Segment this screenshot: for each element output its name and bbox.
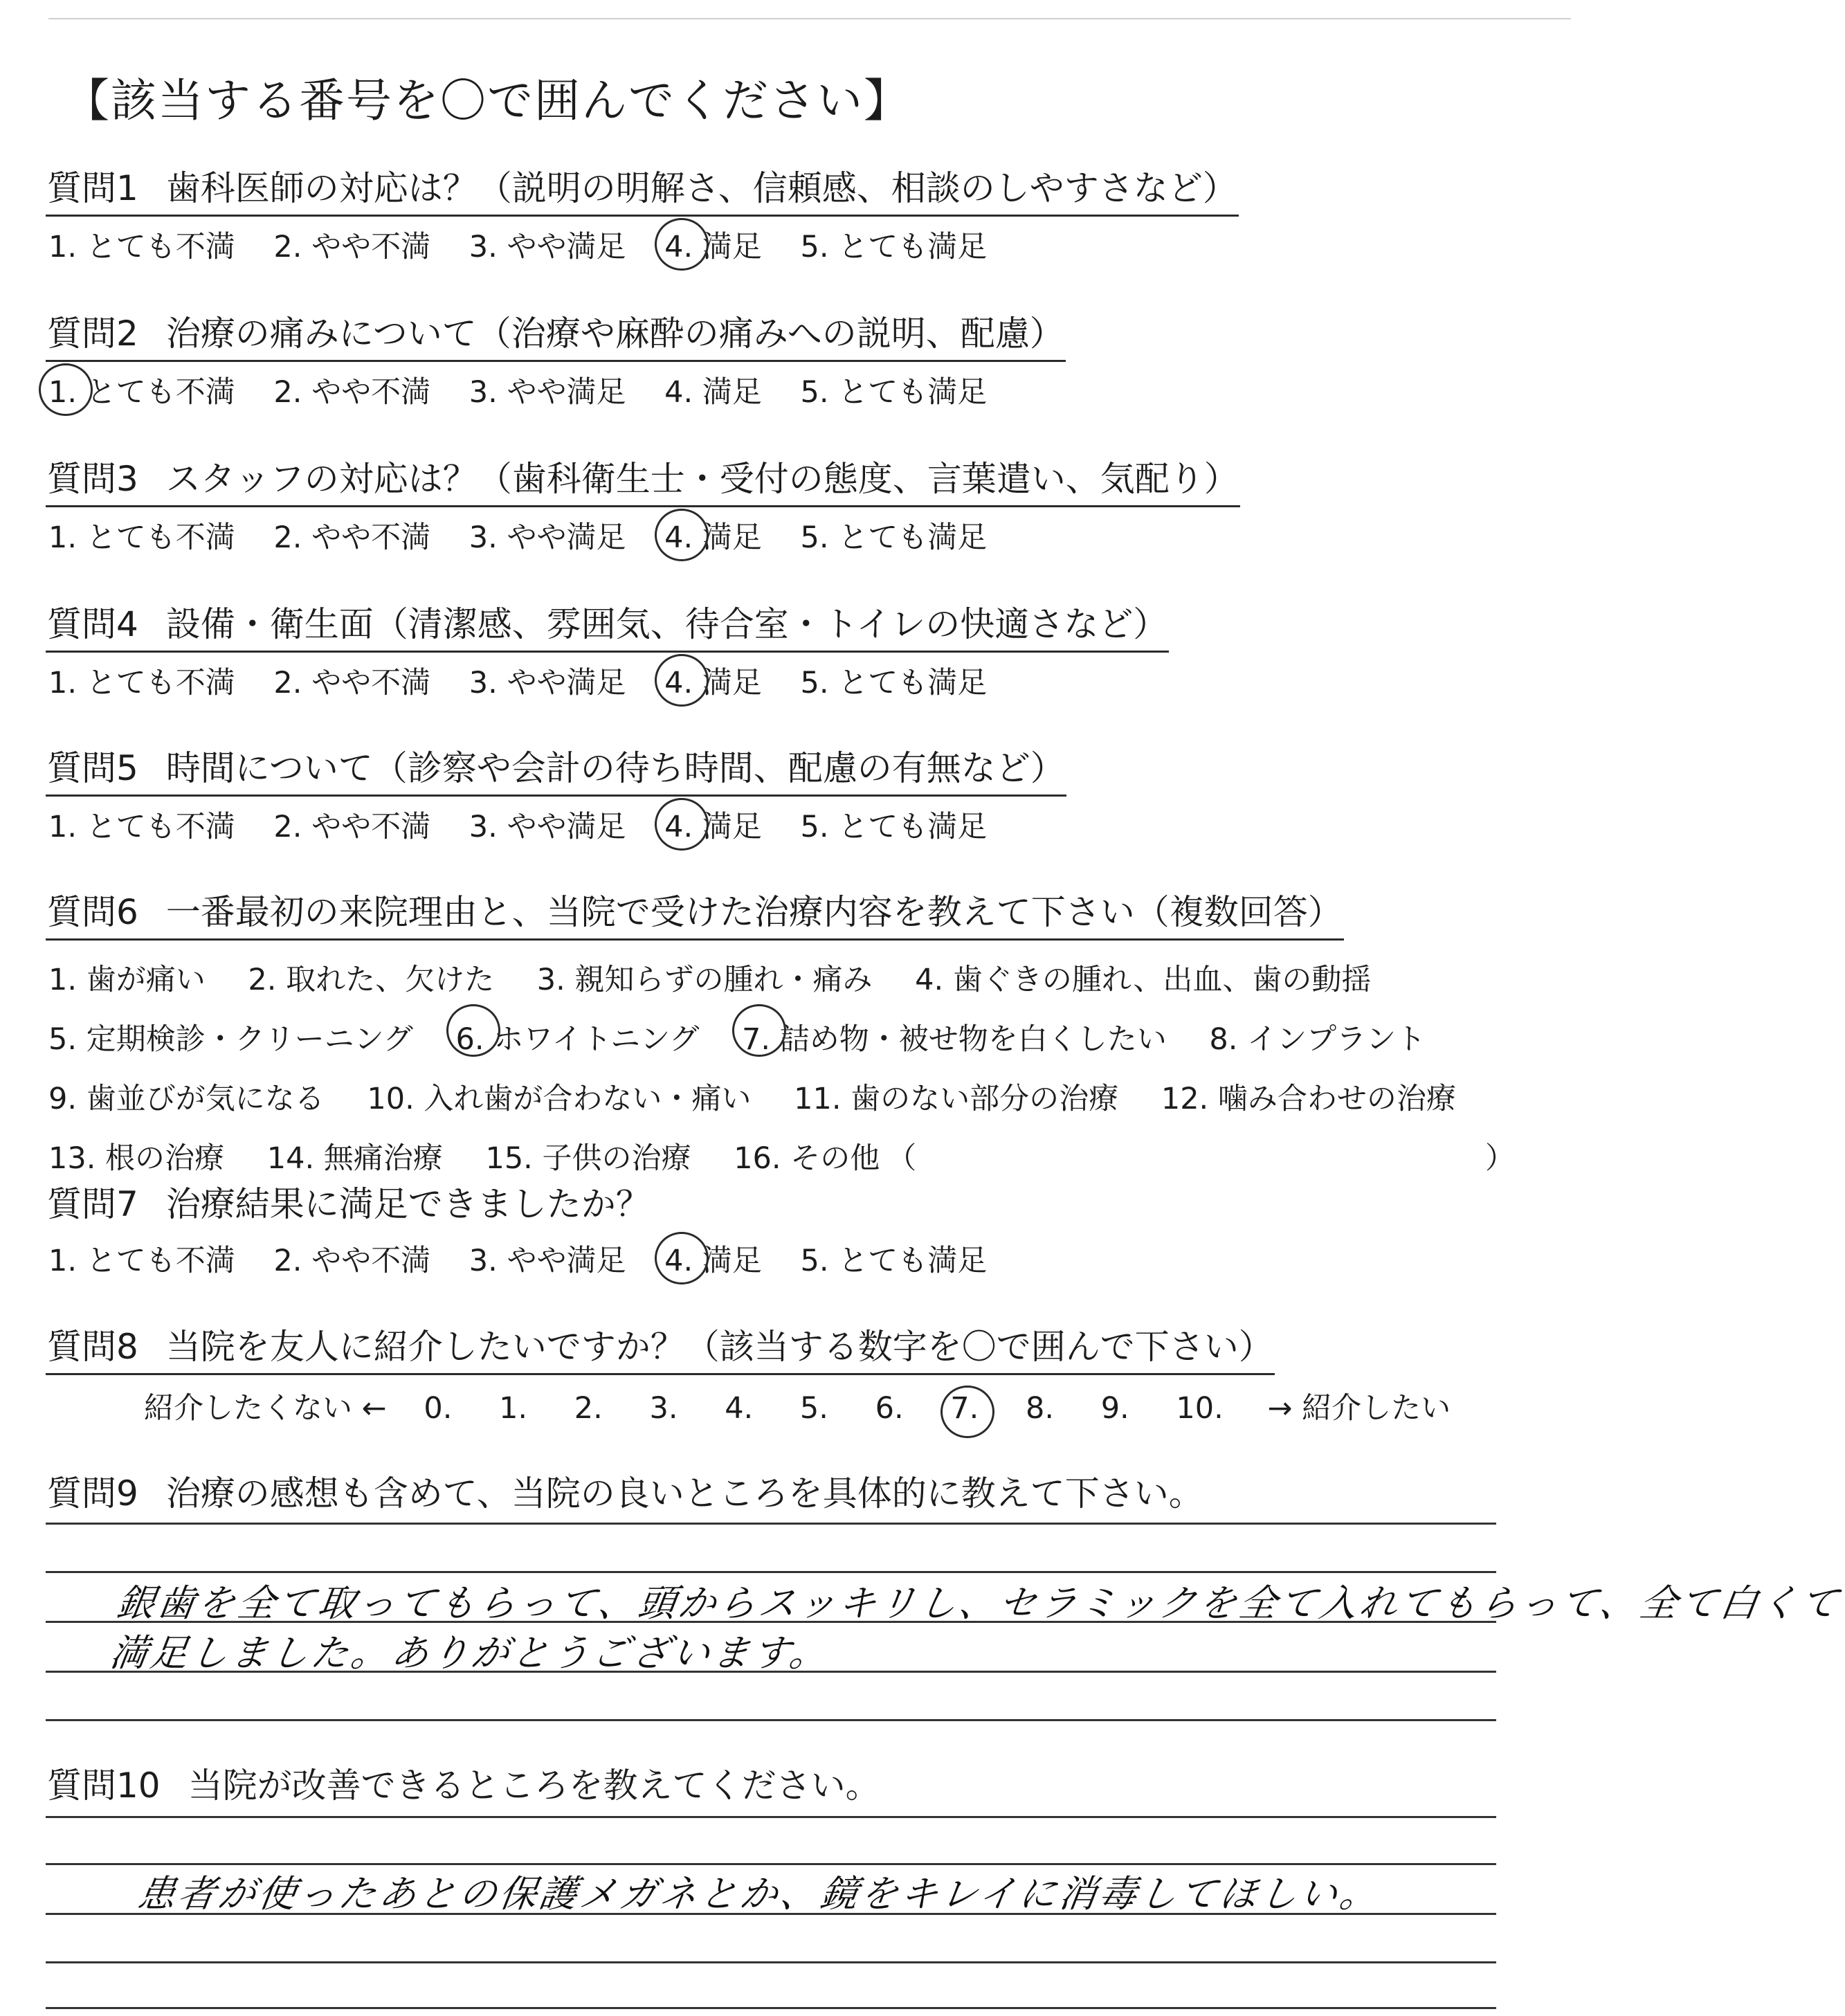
option-5[interactable]: 5. とても満足 xyxy=(800,810,988,844)
question-10-title xyxy=(46,1758,882,1812)
scale-low-label: 紹介したくない ← xyxy=(144,1391,387,1426)
option-4-circled[interactable]: 4. 満足 xyxy=(662,224,765,266)
question-label: 質問10 xyxy=(47,1765,161,1806)
question-7-title xyxy=(46,1177,652,1231)
scale-10[interactable]: 10. xyxy=(1176,1391,1224,1426)
option-1-circled[interactable]: 1. とても不満 xyxy=(46,369,238,411)
option-5[interactable]: 5. とても満足 xyxy=(800,520,988,555)
question-4 xyxy=(46,597,1169,702)
question-text: 治療結果に満足できましたか？ xyxy=(165,1184,651,1224)
question-4-title xyxy=(46,597,1169,653)
reason-option-15[interactable]: 15. 子供の治療 xyxy=(485,1141,691,1176)
question-5-options xyxy=(46,803,1066,846)
question-10 xyxy=(46,1758,882,1812)
other-paren-close: ） xyxy=(1485,1141,1515,1176)
question-label: 質問2 xyxy=(47,314,138,354)
question-label: 質問1 xyxy=(47,168,138,208)
question-label: 質問6 xyxy=(47,892,138,932)
question-1 xyxy=(46,161,1239,266)
reason-option-9[interactable]: 9. 歯並びが気になる xyxy=(48,1082,325,1116)
question-3 xyxy=(46,451,1240,556)
answer-line xyxy=(46,1571,1496,1573)
question-6-options xyxy=(46,950,1515,1188)
reason-option-14[interactable]: 14. 無痛治療 xyxy=(266,1141,443,1176)
option-2[interactable]: 2. やや不満 xyxy=(273,230,431,264)
other-label: 16. その他 xyxy=(734,1141,880,1176)
scale-6[interactable]: 6. xyxy=(875,1391,904,1426)
question-1-options xyxy=(46,224,1239,266)
question-6 xyxy=(46,884,1515,1188)
option-4[interactable]: 4. 満足 xyxy=(664,375,762,410)
reason-option-4[interactable]: 4. 歯ぐきの腫れ、出血、歯の動揺 xyxy=(915,963,1372,997)
question-2-options xyxy=(46,369,1066,411)
option-4-circled[interactable]: 4. 満足 xyxy=(662,803,765,846)
question-5-title xyxy=(46,741,1066,797)
form-heading: 【該当する番号を〇で囲んでください】 xyxy=(64,74,911,127)
option-3[interactable]: 3. やや満足 xyxy=(469,810,626,844)
question-text: 当院を友人に紹介したいですか？（該当する数字を〇で囲んで下さい） xyxy=(165,1327,1273,1367)
question-7 xyxy=(46,1177,1013,1280)
options-row-2 xyxy=(46,1010,1487,1069)
scale-1[interactable]: 1. xyxy=(499,1391,528,1426)
question-label: 質問5 xyxy=(47,748,138,788)
scale-0[interactable]: 0. xyxy=(424,1391,453,1426)
question-label: 質問8 xyxy=(47,1327,138,1367)
option-2[interactable]: 2. やや不満 xyxy=(273,810,431,844)
question-7-options xyxy=(46,1237,1013,1280)
option-2[interactable]: 2. やや不満 xyxy=(273,1244,431,1278)
option-3[interactable]: 3. やや満足 xyxy=(469,666,626,700)
question-2 xyxy=(46,306,1066,411)
option-1[interactable]: 1. とても不満 xyxy=(48,520,235,555)
question-text: 一番最初の来院理由と、当院で受けた治療内容を教えて下さい（複数回答） xyxy=(165,892,1343,932)
scale-2[interactable]: 2. xyxy=(574,1391,603,1426)
option-1[interactable]: 1. とても不満 xyxy=(48,230,235,264)
question-text: 治療の感想も含めて、当院の良いところを具体的に教えて下さい。 xyxy=(165,1473,1203,1514)
question-text: 時間について（診察や会計の待ち時間、配慮の有無など） xyxy=(165,748,1065,788)
option-3[interactable]: 3. やや満足 xyxy=(469,520,626,555)
q9-handwritten-answer-line-1[interactable]: 銀歯を全て取ってもらって、頭からスッキリし、セラミックを全て入れてもらって、全て白くて xyxy=(114,1581,1844,1625)
option-4-circled[interactable]: 4. 満足 xyxy=(662,660,765,702)
option-3[interactable]: 3. やや満足 xyxy=(469,375,626,410)
option-5[interactable]: 5. とても満足 xyxy=(800,230,988,264)
answer-line xyxy=(46,1816,1496,1818)
option-5[interactable]: 5. とても満足 xyxy=(800,375,988,410)
scale-8[interactable]: 8. xyxy=(1026,1391,1055,1426)
reason-option-11[interactable]: 11. 歯のない部分の治療 xyxy=(794,1082,1119,1116)
q10-handwritten-answer[interactable]: 患者が使ったあとの保護メガネとか、鏡をキレイに消毒してほしい。 xyxy=(135,1872,1383,1916)
scale-9[interactable]: 9. xyxy=(1100,1391,1129,1426)
option-5[interactable]: 5. とても満足 xyxy=(800,666,988,700)
scale-5[interactable]: 5. xyxy=(799,1391,828,1426)
option-2[interactable]: 2. やや不満 xyxy=(273,666,431,700)
scale-4[interactable]: 4. xyxy=(725,1391,754,1426)
question-3-options xyxy=(46,514,1240,556)
reason-option-13[interactable]: 13. 根の治療 xyxy=(48,1141,225,1176)
option-4-circled[interactable]: 4. 満足 xyxy=(662,1237,765,1280)
option-3[interactable]: 3. やや満足 xyxy=(469,230,626,264)
option-5[interactable]: 5. とても満足 xyxy=(800,1244,988,1278)
question-text: 当院が改善できるところを教えてください。 xyxy=(188,1765,880,1806)
question-text: 設備・衛生面（清潔感、雰囲気、待合室・トイレの快適さなど） xyxy=(165,604,1168,644)
scale-7-circled[interactable]: 7. xyxy=(947,1391,981,1426)
answer-line xyxy=(46,1719,1496,1721)
reason-option-5[interactable]: 5. 定期検診・クリーニング xyxy=(48,1022,413,1057)
page-edge-line xyxy=(48,18,1571,19)
reason-option-7-circled[interactable]: 7. 詰め物・被せ物を白くしたい xyxy=(739,1010,1170,1069)
reason-option-8[interactable]: 8. インプラント xyxy=(1209,1022,1426,1057)
other-paren-open: （ xyxy=(887,1141,917,1176)
reason-option-12[interactable]: 12. 噛み合わせの治療 xyxy=(1161,1082,1456,1116)
question-9 xyxy=(46,1466,1205,1520)
options-row-3 xyxy=(46,1069,1487,1129)
question-6-title xyxy=(46,884,1344,941)
scale-high-label: → 紹介したい xyxy=(1267,1391,1451,1426)
options-row-1 xyxy=(46,950,1487,1010)
scale-3[interactable]: 3. xyxy=(649,1391,678,1426)
question-8-title xyxy=(46,1319,1275,1375)
answer-line xyxy=(46,1523,1496,1525)
question-text: スタッフの対応は？（歯科衛生士・受付の態度、言葉遣い、気配り） xyxy=(165,459,1239,499)
question-2-title xyxy=(46,306,1066,362)
reason-option-6-circled[interactable]: 6. ホワイトニング xyxy=(453,1010,702,1069)
reason-option-10[interactable]: 10. 入れ歯が合わない・痛い xyxy=(367,1082,752,1116)
option-1[interactable]: 1. とても不満 xyxy=(48,810,235,844)
reason-option-1[interactable]: 1. 歯が痛い xyxy=(48,963,206,997)
question-1-title xyxy=(46,161,1239,217)
question-9-title xyxy=(46,1466,1205,1520)
question-5 xyxy=(46,741,1066,846)
answer-line xyxy=(46,1961,1496,1963)
question-8 xyxy=(46,1319,1475,1427)
option-1[interactable]: 1. とても不満 xyxy=(48,666,235,700)
option-2[interactable]: 2. やや不満 xyxy=(273,375,431,410)
option-3[interactable]: 3. やや満足 xyxy=(469,1244,626,1278)
question-label: 質問3 xyxy=(47,459,138,499)
question-text: 歯科医師の対応は？（説明の明解さ、信頼感、相談のしやすさなど） xyxy=(165,168,1237,208)
recommend-scale xyxy=(144,1385,1475,1427)
question-4-options xyxy=(46,660,1169,702)
option-4-circled[interactable]: 4. 満足 xyxy=(662,514,765,556)
q9-handwritten-answer-line-2[interactable]: 満足しました。ありがとうございます。 xyxy=(107,1631,833,1675)
option-1[interactable]: 1. とても不満 xyxy=(48,1244,235,1278)
question-text: 治療の痛みについて（治療や麻酔の痛みへの説明、配慮） xyxy=(165,314,1064,354)
reason-option-3[interactable]: 3. 親知らずの腫れ・痛み xyxy=(536,963,873,997)
question-3-title xyxy=(46,451,1240,507)
answer-line xyxy=(46,2007,1496,2009)
reason-option-2[interactable]: 2. 取れた、欠けた xyxy=(248,963,495,997)
option-2[interactable]: 2. やや不満 xyxy=(273,520,431,555)
question-label: 質問7 xyxy=(47,1184,138,1224)
question-label: 質問9 xyxy=(47,1473,138,1514)
question-label: 質問4 xyxy=(47,604,138,644)
